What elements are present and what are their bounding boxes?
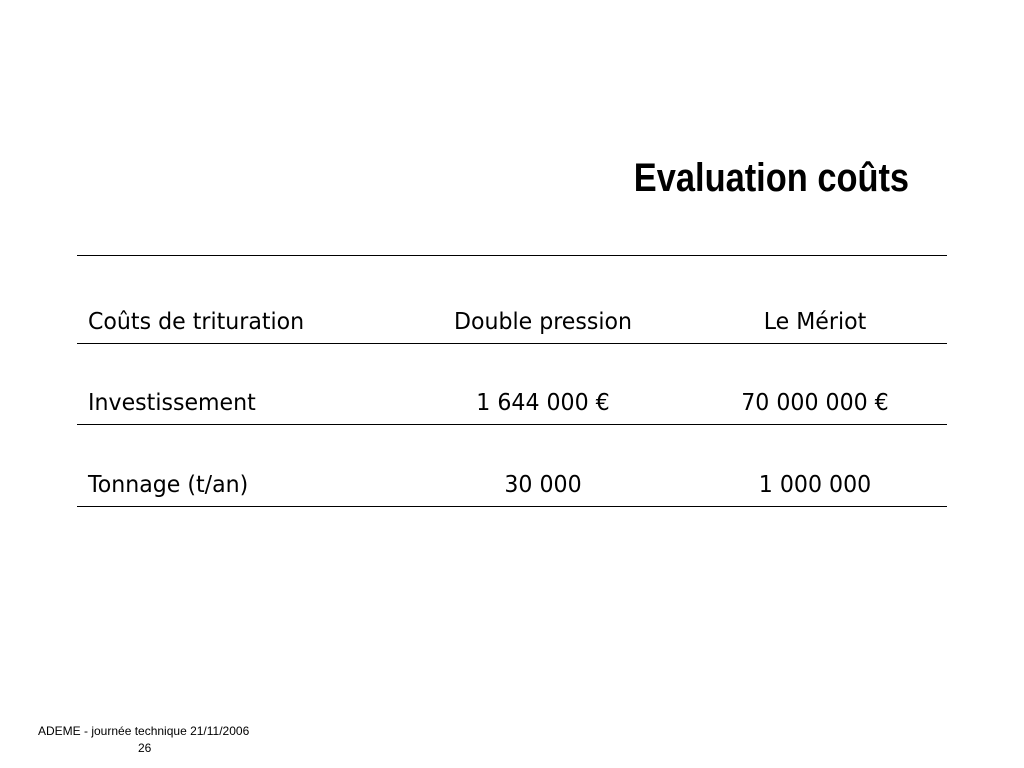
header-label: Coûts de trituration — [88, 309, 305, 335]
footer-text: ADEME - journée technique 21/11/2006 — [38, 724, 250, 738]
table-bottom-rule — [77, 506, 947, 507]
row-label-tonnage: Tonnage (t/an) — [88, 472, 249, 498]
investissement-double-pression: 1 644 000 € — [476, 390, 610, 416]
tonnage-le-meriot: 1 000 000 — [758, 472, 872, 498]
table-header-rule — [77, 343, 947, 344]
header-le-meriot: Le Mériot — [763, 309, 867, 335]
investissement-le-meriot: 70 000 000 € — [741, 390, 889, 416]
slide-title: Evaluation coûts — [633, 156, 909, 200]
header-double-pression: Double pression — [453, 309, 633, 335]
tonnage-double-pression: 30 000 — [504, 472, 582, 498]
table-row-rule — [77, 424, 947, 425]
table-top-rule — [77, 255, 947, 256]
row-label-investissement: Investissement — [88, 390, 256, 416]
page-number: 26 — [138, 741, 152, 755]
